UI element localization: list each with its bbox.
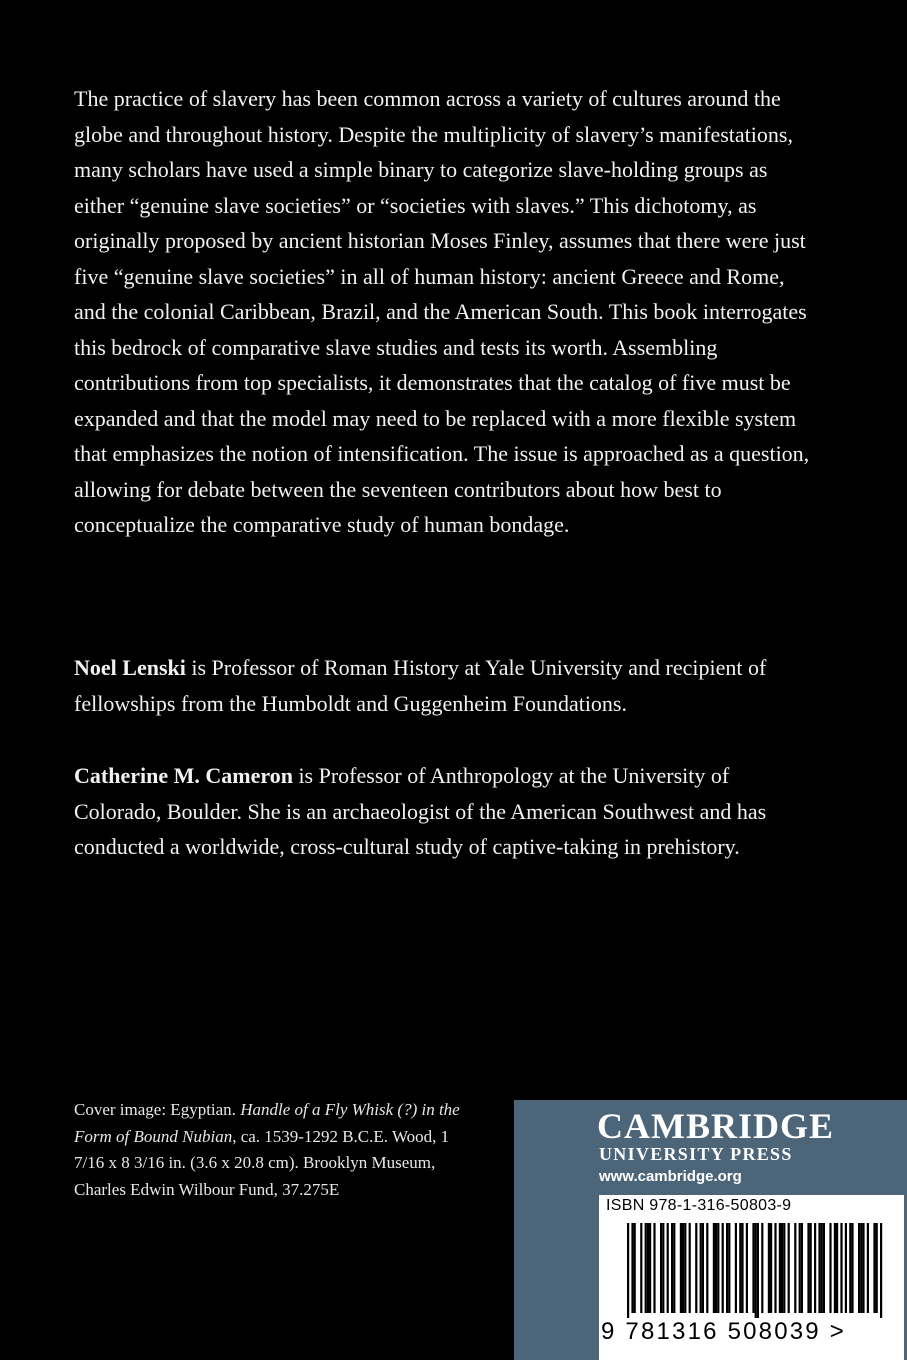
- barcode-bar: [876, 1223, 878, 1313]
- credit-text: [74, 1097, 474, 1203]
- barcode-bars: [599, 1223, 904, 1318]
- barcode-bar: [783, 1223, 785, 1313]
- barcode-bar: [768, 1223, 770, 1313]
- barcode-bar: [867, 1223, 869, 1313]
- barcode-bar: [860, 1223, 862, 1313]
- publisher-block: [514, 1100, 907, 1360]
- barcode-bar: [807, 1223, 809, 1313]
- barcode-bar: [702, 1223, 704, 1313]
- barcode-bar: [823, 1223, 825, 1313]
- bio-paragraph: [74, 650, 814, 721]
- barcode-bar: [741, 1223, 743, 1313]
- barcode-bar: [873, 1223, 875, 1313]
- barcode-bar: [649, 1223, 651, 1313]
- editor-bio-cameron: [74, 758, 814, 865]
- editor-name: Noel Lenski: [74, 655, 186, 680]
- barcode-bar: [717, 1223, 719, 1313]
- barcode-bar: [645, 1223, 647, 1313]
- barcode-bar: [739, 1223, 741, 1313]
- barcode-bar: [788, 1223, 790, 1313]
- barcode-bar: [761, 1223, 763, 1313]
- barcode-bar: [689, 1223, 691, 1313]
- bio-paragraph: [74, 758, 814, 865]
- editor-name: Catherine M. Cameron: [74, 763, 293, 788]
- barcode-bar: [858, 1223, 860, 1313]
- barcode-bar: [640, 1223, 642, 1313]
- credit-prefix: Cover image: Egyptian.: [74, 1100, 241, 1119]
- barcode-bar: [722, 1223, 724, 1313]
- barcode-bar: [671, 1223, 673, 1313]
- artwork-title: Handle of a Fly Whisk (?) in the Form of Bound Nubian: [74, 1100, 460, 1146]
- barcode-bar: [735, 1223, 737, 1313]
- book-description: [74, 81, 814, 543]
- barcode-bar: [706, 1223, 708, 1313]
- barcode-bar: [634, 1223, 636, 1313]
- barcode-bar: [647, 1223, 649, 1313]
- publisher-url: www.cambridge.org: [599, 1168, 742, 1185]
- barcode-bar: [757, 1223, 759, 1318]
- isbn-label: ISBN 978-1-316-50803-9: [606, 1197, 792, 1214]
- barcode-bar: [849, 1223, 851, 1313]
- barcode-bar: [700, 1223, 702, 1313]
- barcode-bar: [631, 1223, 633, 1313]
- bio-text: is Professor of Roman History at Yale University and recipient of fellowships from the Humboldt and Guggenheim Foundations.: [74, 655, 767, 716]
- barcode-bar: [695, 1223, 697, 1313]
- barcode-bar: [713, 1223, 715, 1313]
- barcode-bar: [662, 1223, 664, 1313]
- barcode-bar: [801, 1223, 803, 1313]
- barcode-bar: [840, 1223, 842, 1313]
- barcode-bar: [774, 1223, 776, 1313]
- publisher-name: CAMBRIDGE: [597, 1106, 835, 1146]
- isbn-barcode: [599, 1195, 904, 1360]
- barcode-bar: [755, 1223, 757, 1318]
- barcode-bar: [781, 1223, 783, 1313]
- barcode-bar: [880, 1223, 882, 1318]
- barcode-bar: [770, 1223, 772, 1313]
- barcode-bar: [834, 1223, 836, 1313]
- barcode-bar: [845, 1223, 847, 1313]
- barcode-bar: [752, 1223, 754, 1313]
- publisher-press: UNIVERSITY PRESS: [599, 1144, 793, 1164]
- barcode-bar: [821, 1223, 823, 1313]
- barcode-bar: [728, 1223, 730, 1313]
- credit-suffix: , ca. 1539-1292 B.C.E. Wood, 1 7/16 x 8 3/16 in. (3.6 x 20.8 cm). Brooklyn Museum, Charles Edwin Wilbour Fund, 37.275E: [74, 1126, 450, 1199]
- barcode-bar: [653, 1223, 655, 1313]
- barcode-digits: 9 781316 508039 >: [601, 1318, 846, 1345]
- bio-text: is Professor of Anthropology at the University of Colorado, Boulder. She is an archaeologist of the American Southwest and has conducted a worldwide, cross-cultural study of captive-taking in prehistory.: [74, 763, 767, 859]
- barcode-bar: [851, 1223, 853, 1313]
- barcode-bar: [810, 1223, 812, 1313]
- barcode-bar: [836, 1223, 838, 1313]
- editor-bio-lenski: [74, 650, 814, 721]
- barcode-bar: [726, 1223, 728, 1313]
- barcode-bar: [682, 1223, 684, 1313]
- barcode-bar: [779, 1223, 781, 1313]
- cover-image-credit: [74, 1097, 474, 1203]
- barcode-bar: [715, 1223, 717, 1313]
- barcode-bar: [660, 1223, 662, 1313]
- barcode-bar: [862, 1223, 864, 1313]
- barcode-bar: [814, 1223, 816, 1313]
- barcode-bar: [799, 1223, 801, 1313]
- barcode-bar: [746, 1223, 748, 1313]
- barcode-bar: [667, 1223, 669, 1313]
- barcode-bar: [794, 1223, 796, 1313]
- barcode-bar: [680, 1223, 682, 1313]
- barcode-bar: [684, 1223, 686, 1313]
- barcode-bar: [829, 1223, 831, 1313]
- barcode-bar: [673, 1223, 675, 1313]
- barcode-bar: [627, 1223, 629, 1318]
- barcode-bar: [818, 1223, 820, 1313]
- description-paragraph: The practice of slavery has been common across a variety of cultures around the globe and throughout history. Despite the multiplicity of slavery’s manifestations, many scholars have used a simple binary to categorize slave-holding groups as either “genuine slave societies” or “societies with slaves.” This dichotomy, as originally proposed by ancient historian Moses Finley, assumes that there were just five “genuine slave societies” in all of human history: ancient Greece and Rome, and the colonial Caribbean, Brazil, and the American South. This book interrogates this bedrock of comparative slave studies and tests its worth. Assembling contributions from top specialists, it demonstrates that the catalog of five must be expanded and that the model may need to be replaced with a more flexible system that emphasizes the notion of intensification. The issue is approached as a question, allowing for debate between the seventeen contributors about how best to conceptualize the comparative study of human bondage.: [74, 86, 810, 537]
